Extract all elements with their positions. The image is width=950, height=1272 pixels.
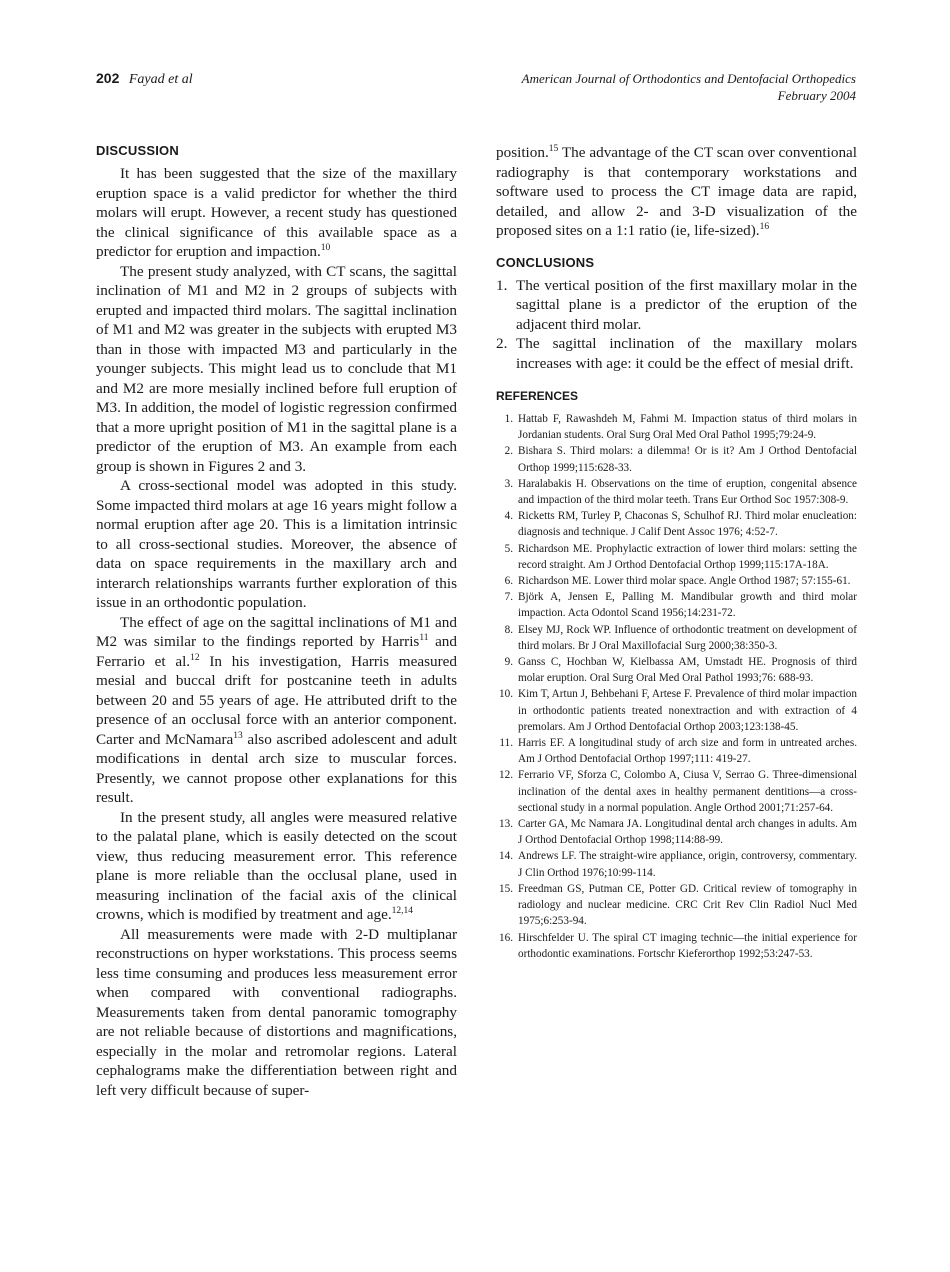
reference-text: Carter GA, Mc Namara JA. Longitudinal dental arch changes in adults. Am J Orthod Dentofacial Orthop 1998;114:88-99. — [518, 818, 857, 847]
reference-number: 14. — [499, 850, 513, 863]
paragraph-text: The advantage of the CT scan over conventional radiography is that contemporary workstations and software used to process the CT image data are rapid, detailed, and allow 2- and 3-D visualization of the proposed sites on a 1:1 ratio (ie, life-sized). — [496, 144, 857, 239]
reference-item — [496, 881, 857, 930]
paragraph-text: position. — [496, 144, 549, 161]
reference-text: Kim T, Artun J, Behbehani F, Artese F. Prevalence of third molar impaction in orthodontic patients treated nonextraction and with extraction of 4 premolars. Am J Orthod Dentofacial Orthop 2003;123:138-45. — [518, 688, 857, 733]
reference-item — [496, 589, 857, 621]
reference-number: 16. — [499, 931, 513, 944]
reference-item — [496, 443, 857, 475]
references-heading: REFERENCES — [496, 389, 579, 403]
reference-text: Ferrario VF, Sforza C, Colombo A, Ciusa V, Serrao G. Three-dimensional inclination of the dental axes in healthy permanent dentitions—a cross-sectional study in a normal population. Angle Orthod 2001;71:257-64. — [518, 769, 857, 814]
reference-item — [496, 622, 857, 654]
right-column — [496, 143, 857, 962]
reference-text: Hattab F, Rawashdeh M, Fahmi M. Impaction status of third molars in Jordanian students. Oral Surg Oral Med Oral Pathol 1995;79:24-9. — [518, 413, 857, 442]
reference-text: Freedman GS, Putman CE, Potter GD. Critical review of tomography in radiology and nuclear medicine. CRC Crit Rev Clin Radiol Nucl Med 1975;6:253-94. — [518, 882, 857, 928]
citation: 11 — [419, 633, 429, 643]
reference-number: 2. — [504, 445, 513, 458]
discussion-heading: DISCUSSION — [96, 143, 179, 158]
reference-item — [496, 735, 857, 767]
discussion-paragraph-5 — [96, 808, 457, 925]
reference-number: 15. — [499, 882, 513, 895]
paragraph-text: In his investigation, Harris measured mesial and buccal drift for postcanine teeth in adults between 20 and 55 years of age. He attributed drift to the presence of an occlusal force with an anterior component. Carter and McNamara — [96, 652, 457, 748]
paragraph-text: All measurements were made with 2-D multiplanar reconstructions on hyper workstations. This process seems less time consuming and produces less measurement error when compared with conventional radiographs. Measurements taken from dental panoramic tomography are not reliable because of distortions and magnifications, especially in the molar and retromolar regions. Lateral cephalograms make the differentiation between right and left very difficult because of super- — [96, 925, 457, 1099]
reference-item — [496, 541, 857, 573]
reference-number: 12. — [499, 769, 513, 782]
reference-number: 1. — [504, 413, 513, 425]
reference-text: Richardson ME. Lower third molar space. Angle Orthod 1987; 57:155-61. — [518, 575, 851, 588]
reference-item — [496, 848, 857, 880]
reference-text: Björk A, Jensen E, Palling M. Mandibular growth and third molar impaction. Acta Odontol Scand 1956;14:231-72. — [518, 591, 857, 620]
references-section — [496, 389, 857, 962]
citation: 12 — [190, 652, 200, 663]
reference-item — [496, 816, 857, 848]
reference-number: 9. — [504, 656, 513, 669]
discussion-paragraph-1 — [96, 164, 457, 262]
reference-text: Elsey MJ, Rock WP. Influence of orthodontic treatment on development of third molars. Br J Oral Maxillofacial Surg 2000;38:350-3. — [518, 623, 857, 652]
reference-number: 13. — [499, 818, 513, 831]
paragraph-text: The effect of age on the sagittal inclinations of M1 and M2 was similar to the findings reported by Harris — [96, 613, 457, 650]
reference-item — [496, 686, 857, 735]
conclusions-list — [496, 276, 857, 374]
discussion-paragraph-6 — [96, 925, 457, 1101]
reference-item — [496, 476, 857, 508]
reference-number: 6. — [504, 575, 513, 588]
running-header — [96, 70, 856, 110]
reference-item — [496, 411, 857, 443]
reference-number: 3. — [504, 477, 513, 490]
discussion-paragraph-3: A cross-sectional model was adopted in this study. Some impacted third molars at age 16 years might follow a normal eruption after age 20. This is a limitation intrinsic to all cross-sectional studies. Moreover, the absence of data on space requirements in the maxillary arch and interarch relationships warrants further exploration of this issue in an orthodontic population. — [96, 477, 457, 611]
reference-text: Bishara S. Third molars: a dilemma! Or is it? Am J Orthod Dentofacial Orthop 1999;115:628-33. — [518, 445, 857, 474]
reference-item — [496, 767, 857, 816]
left-column — [96, 143, 457, 1100]
list-item-text: The vertical position of the first maxillary molar in the sagittal plane is a predictor of the eruption of the adjacent third molar. — [516, 276, 857, 333]
reference-item — [496, 654, 857, 686]
reference-text: Ganss C, Hochban W, Kielbassa AM, Umstadt HE. Prognosis of third molar eruption. Oral Surg Oral Med Oral Pathol 1993;76: 688-93. — [518, 656, 857, 685]
reference-text: Haralabakis H. Observations on the time of eruption, congenital absence and impaction of the third molar teeth. Trans Eur Orthod Soc 1957:308-9. — [518, 477, 857, 507]
issue-date: February 2004 — [777, 88, 856, 103]
header-right — [522, 70, 856, 104]
reference-number: 7. — [504, 591, 513, 604]
citation: 15 — [548, 144, 559, 154]
paragraph-text: also ascribed adolescent and adult modifications in dental arch size to muscular forces. Presently, we cannot propose other explanations for this result. — [96, 730, 458, 806]
citation: 12,14 — [391, 906, 414, 916]
reference-text: Harris EF. A longitudinal study of arch size and form in untreated arches. Am J Orthod Dentofacial Orthop 1997;111: 419-27. — [518, 737, 857, 766]
citation: 13 — [233, 730, 243, 741]
list-item-number: 1. — [496, 276, 508, 294]
reference-item — [496, 930, 857, 962]
paragraph-text: It has been suggested that the size of the maxillary eruption space is a valid predictor for whether the third molars will erupt. However, a recent study has questioned the clinical significance of this available space as a predictor for eruption and impaction. — [96, 165, 457, 260]
reference-text: Richardson ME. Prophylactic extraction of lower third molars: setting the record straight. Am J Orthod Dentofacial Orthop 1999;115:17A-18A. — [518, 542, 857, 571]
list-item — [496, 276, 857, 335]
header-left — [96, 70, 193, 88]
reference-text: Ricketts RM, Turley P, Chaconas S, Schulhof RJ. Third molar enucleation: diagnosis and technique. J Calif Dent Assoc 1976; 4:52-7. — [518, 510, 857, 539]
reference-item — [496, 573, 857, 589]
citation: 16 — [759, 222, 770, 232]
reference-number: 10. — [499, 688, 513, 701]
citation: 10 — [320, 243, 331, 253]
references-list — [496, 411, 857, 962]
reference-number: 11. — [499, 737, 513, 750]
page-number: 202 — [96, 70, 120, 86]
list-item — [496, 334, 857, 373]
discussion-paragraph-4 — [96, 613, 457, 808]
reference-number: 8. — [504, 623, 513, 636]
paragraph-text: In the present study, all angles were measured relative to the palatal plane, which is easily detected on the scout view, thus reducing measurement error. This reference plane is more reliable than the occlusal plane, used in measuring inclination of the facial axis of the clinical crowns, which is modified by treatment and age. — [96, 808, 457, 923]
list-item-number: 2. — [496, 335, 508, 352]
conclusions-section — [496, 255, 857, 374]
list-item-text: The sagittal inclination of the maxillary molars increases with age: it could be the effect of mesial drift. — [516, 335, 857, 372]
reference-item — [496, 508, 857, 540]
conclusions-heading: CONCLUSIONS — [496, 254, 595, 270]
reference-number: 4. — [504, 510, 513, 523]
discussion-paragraph-2: The present study analyzed, with CT scans, the sagittal inclination of M1 and M2 in 2 groups of subjects with erupted and impacted third molars. The sagittal inclination of M1 and M2 was greater in the subjects with erupted M3 than in those with impacted M3 and particularly in the younger subjects. This might lead us to conclude that M1 and M2 are more mesially inclined before full eruption of M3. In addition, the model of logistic regression confirmed that a more upright position of M1 in the sagittal plane is a predictor of the eruption of M3. An example from each group is shown in Figures 2 and 3. — [96, 262, 457, 475]
journal-title: American Journal of Orthodontics and Dentofacial Orthopedics — [521, 71, 856, 86]
discussion-paragraph-6-continued — [496, 143, 857, 241]
paragraph-text: and Ferrario et al. — [96, 633, 457, 670]
reference-text: Hirschfelder U. The spiral CT imaging technic—the initial experience for orthodontic examinations. Fortschr Kieferorthop 1992;53:247-53. — [518, 931, 857, 960]
header-authors: Fayad et al — [128, 72, 193, 87]
reference-text: Andrews LF. The straight-wire appliance, origin, controversy, commentary. J Clin Orthod 1976;10:99-114. — [518, 850, 857, 879]
reference-number: 5. — [504, 542, 513, 555]
